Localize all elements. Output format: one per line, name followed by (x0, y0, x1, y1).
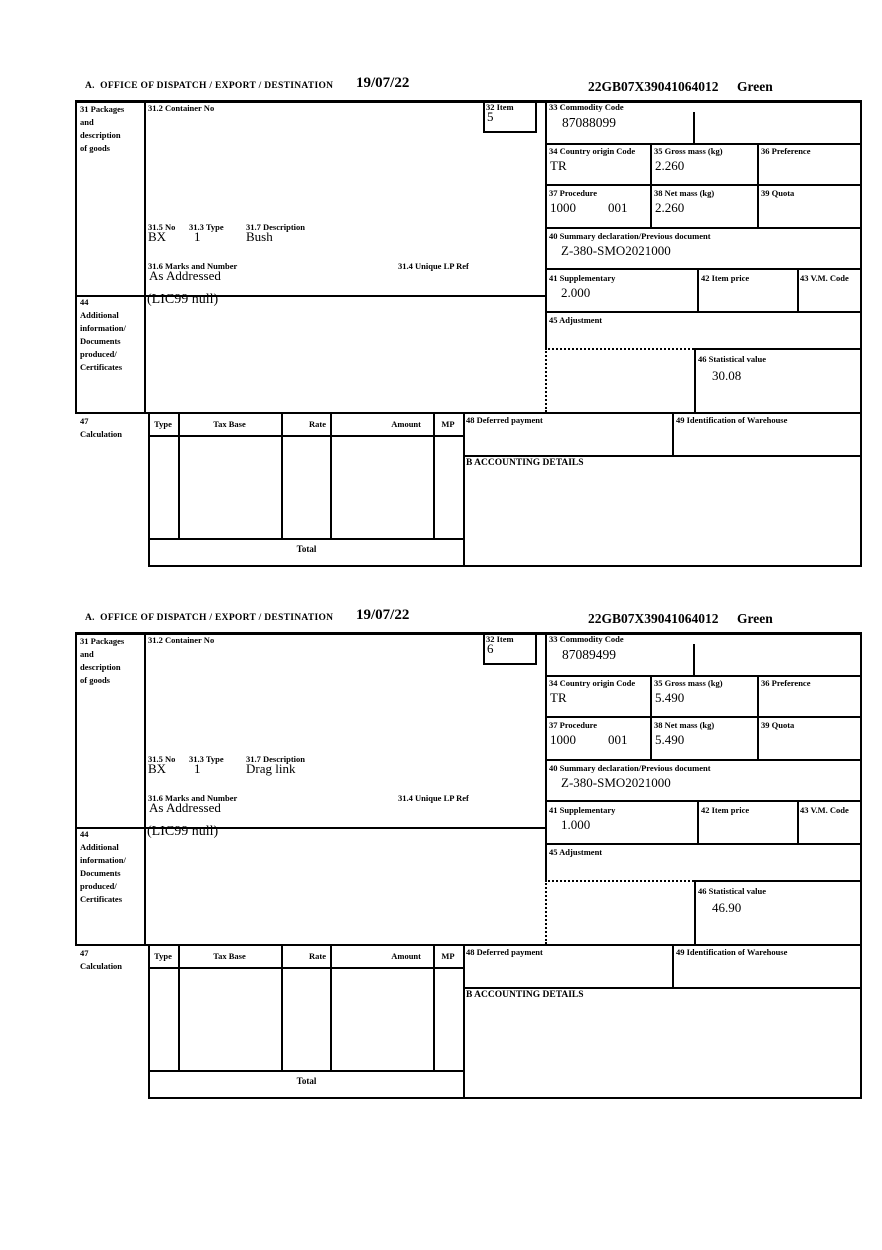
box44-label-line: Additional (80, 842, 119, 852)
item-box-left-border (483, 632, 485, 663)
item-box-right-border (535, 632, 537, 665)
office-of-dispatch-label: A. OFFICE OF DISPATCH / EXPORT / DESTINATION (85, 613, 334, 623)
marks-number-value: As Addressed (149, 268, 221, 283)
description-label: 31.7 Description (246, 222, 306, 232)
statistical-value-label: 46 Statistical value (698, 354, 766, 364)
total-label: Total (296, 544, 317, 554)
summary-declaration-value: Z-380-SMO2021000 (561, 775, 671, 790)
gross-mass-value: 2.260 (655, 158, 685, 173)
right-block-divider (545, 632, 547, 880)
box44-label-line: produced/ (80, 349, 117, 359)
preference-label: 36 Preference (761, 146, 811, 156)
quota-label: 39 Quota (761, 188, 795, 198)
deferred-payment-label: 48 Deferred payment (466, 415, 543, 425)
adjustment-dotted-border (545, 348, 694, 350)
marks-number-value: As Addressed (149, 800, 221, 815)
tax-table-body-bottom-border (148, 1070, 465, 1072)
vm-code-label: 43 V.M. Code (800, 273, 849, 283)
tax-mp-header: MP (441, 419, 455, 429)
country-origin-label: 34 Country origin Code (549, 678, 636, 688)
package-type-label: 31.3 Type (189, 754, 224, 764)
deferred-warehouse-divider (672, 944, 674, 987)
package-type-value: 1 (194, 761, 201, 776)
form-bottom-border (148, 565, 862, 567)
declaration-reference: 22GB07X39041064012 (588, 79, 719, 94)
commodity-code-value: 87088099 (562, 115, 616, 130)
country-origin-label: 34 Country origin Code (549, 146, 636, 156)
box47-label-line: Calculation (80, 961, 123, 971)
gross-mass-label: 35 Gross mass (kg) (654, 146, 723, 156)
box31-label-line: and (80, 649, 94, 659)
supplementary-row-bottom-border (545, 843, 862, 845)
price-vm-divider (797, 268, 799, 311)
commodity-code-label: 33 Commodity Code (549, 634, 624, 644)
total-label: Total (296, 1076, 317, 1086)
routing-status: Green (737, 611, 773, 626)
tax-table-right-border (463, 412, 465, 565)
deferred-payment-label: 48 Deferred payment (466, 947, 543, 957)
box31-label-line: 31 Packages (80, 636, 125, 646)
vm-code-label: 43 V.M. Code (800, 805, 849, 815)
box31-label-line: of goods (80, 143, 110, 153)
box44-label-line: information/ (80, 323, 126, 333)
label-column-divider (144, 632, 146, 944)
procedure-extra-value: 001 (608, 200, 628, 215)
marks-number-label: 31.6 Marks and Number (148, 261, 238, 271)
origin-row-bottom-border (545, 716, 862, 718)
box44-label-line: Additional (80, 310, 119, 320)
origin-row-bottom-border (545, 184, 862, 186)
procedure-extra-value: 001 (608, 732, 628, 747)
form-right-border (860, 632, 862, 1097)
supplementary-price-divider (697, 800, 699, 843)
tax-amount-header: Amount (391, 951, 421, 961)
dispatch-date: 19/07/22 (356, 75, 410, 91)
item-price-label: 42 Item price (701, 805, 750, 815)
quota-label: 39 Quota (761, 720, 795, 730)
tax-base-header: Tax Base (213, 951, 246, 961)
supplementary-value: 2.000 (561, 285, 591, 300)
package-no-value: BX (148, 229, 167, 244)
summary-declaration-label: 40 Summary declaration/Previous document (549, 763, 711, 773)
box44-label-line: Certificates (80, 362, 123, 372)
unique-lp-ref-label: 31.4 Unique LP Ref (398, 261, 469, 271)
tax-table-body-bottom-border (148, 538, 465, 540)
marks-number-label: 31.6 Marks and Number (148, 793, 238, 803)
tax-type-header: Type (154, 951, 172, 961)
item-label: 32 Item (486, 634, 514, 644)
box47-label-line: 47 (80, 416, 89, 426)
description-value: Bush (246, 229, 273, 244)
adjustment-dotted-left-border (545, 880, 547, 944)
procedure-code-value: 1000 (550, 200, 576, 215)
declaration-item-section (0, 607, 882, 1139)
additional-info-value: (LIC99 null) (147, 824, 219, 839)
box31-label-line: description (80, 130, 121, 140)
summary-declaration-value: Z-380-SMO2021000 (561, 243, 671, 258)
country-origin-value: TR (550, 690, 567, 705)
package-no-value: BX (148, 761, 167, 776)
procedure-row-bottom-border (545, 759, 862, 761)
supplementary-label: 41 Supplementary (549, 805, 616, 815)
net-mass-label: 38 Net mass (kg) (654, 188, 715, 198)
commodity-code-label: 33 Commodity Code (549, 102, 624, 112)
procedure-label: 37 Procedure (549, 720, 598, 730)
procedure-code-value: 1000 (550, 732, 576, 747)
accounting-details-label: B ACCOUNTING DETAILS (466, 990, 584, 1000)
tax-mp-header: MP (441, 951, 455, 961)
form-left-border (75, 100, 77, 412)
tax-base-header: Tax Base (213, 419, 246, 429)
form-right-border (860, 100, 862, 565)
item-box-right-border (535, 100, 537, 133)
form-left-border (75, 632, 77, 944)
item-number-value: 6 (487, 641, 494, 656)
container-no-label: 31.2 Container No (148, 635, 215, 645)
item-box-bottom-border (483, 663, 537, 665)
box44-label-line: Documents (80, 336, 121, 346)
preference-label: 36 Preference (761, 678, 811, 688)
box31-label-line: 31 Packages (80, 104, 125, 114)
net-mass-value: 2.260 (655, 200, 685, 215)
box44-label-line: Certificates (80, 894, 123, 904)
box31-label-line: description (80, 662, 121, 672)
summary-declaration-label: 40 Summary declaration/Previous document (549, 231, 711, 241)
summary-box-bottom-border (545, 800, 862, 802)
adjustment-dotted-left-border (545, 348, 547, 412)
unique-lp-ref-label: 31.4 Unique LP Ref (398, 793, 469, 803)
origin-mass-divider (650, 143, 652, 227)
package-no-label: 31.5 No (148, 222, 176, 232)
summary-box-bottom-border (545, 268, 862, 270)
commodity-code-subdivider (693, 112, 695, 143)
deferred-row-bottom-border (463, 987, 862, 989)
right-block-divider (545, 100, 547, 348)
commodity-box-bottom-border (545, 143, 862, 145)
deferred-warehouse-divider (672, 412, 674, 455)
warehouse-id-label: 49 Identification of Warehouse (676, 415, 788, 425)
description-value: Drag link (246, 761, 296, 776)
box47-label-line: Calculation (80, 429, 123, 439)
container-no-label: 31.2 Container No (148, 103, 215, 113)
supplementary-value: 1.000 (561, 817, 591, 832)
box44-label-line: information/ (80, 855, 126, 865)
additional-info-value: (LIC99 null) (147, 292, 219, 307)
statistical-box-left-border (694, 348, 696, 412)
box44-label-line: 44 (80, 829, 89, 839)
tax-table-left-border (148, 944, 150, 1097)
statistical-value: 30.08 (712, 368, 742, 383)
supplementary-price-divider (697, 268, 699, 311)
declaration-item-section (0, 75, 882, 607)
routing-status: Green (737, 79, 773, 94)
origin-mass-divider (650, 675, 652, 759)
adjustment-dotted-border (545, 880, 694, 882)
commodity-code-subdivider (693, 644, 695, 675)
declaration-reference: 22GB07X39041064012 (588, 611, 719, 626)
box44-label-line: produced/ (80, 881, 117, 891)
mass-preference-divider (757, 675, 759, 759)
tax-table-left-border (148, 412, 150, 565)
tax-rate-header: Rate (309, 951, 326, 961)
commodity-code-value: 87089499 (562, 647, 616, 662)
description-label: 31.7 Description (246, 754, 306, 764)
statistical-box-top-border (694, 880, 862, 882)
box44-label-line: 44 (80, 297, 89, 307)
statistical-value: 46.90 (712, 900, 742, 915)
label-column-divider (144, 100, 146, 412)
box47-label-line: 47 (80, 948, 89, 958)
box44-label-line: Documents (80, 868, 121, 878)
calculation-row-top-border (75, 412, 862, 414)
net-mass-label: 38 Net mass (kg) (654, 720, 715, 730)
calculation-row-top-border (75, 944, 862, 946)
statistical-box-top-border (694, 348, 862, 350)
item-box-bottom-border (483, 131, 537, 133)
tax-table-right-border (463, 944, 465, 1097)
deferred-row-bottom-border (463, 455, 862, 457)
tax-table-header-bottom-border (148, 967, 465, 969)
item-number-value: 5 (487, 109, 494, 124)
tax-table-header-bottom-border (148, 435, 465, 437)
mass-preference-divider (757, 143, 759, 227)
commodity-box-bottom-border (545, 675, 862, 677)
tax-rate-header: Rate (309, 419, 326, 429)
item-label: 32 Item (486, 102, 514, 112)
statistical-value-label: 46 Statistical value (698, 886, 766, 896)
warehouse-id-label: 49 Identification of Warehouse (676, 947, 788, 957)
office-of-dispatch-label: A. OFFICE OF DISPATCH / EXPORT / DESTINATION (85, 81, 334, 91)
supplementary-label: 41 Supplementary (549, 273, 616, 283)
adjustment-label: 45 Adjustment (549, 847, 603, 857)
statistical-box-left-border (694, 880, 696, 944)
package-no-label: 31.5 No (148, 754, 176, 764)
country-origin-value: TR (550, 158, 567, 173)
gross-mass-value: 5.490 (655, 690, 685, 705)
accounting-details-label: B ACCOUNTING DETAILS (466, 458, 584, 468)
tax-amount-header: Amount (391, 419, 421, 429)
adjustment-label: 45 Adjustment (549, 315, 603, 325)
gross-mass-label: 35 Gross mass (kg) (654, 678, 723, 688)
procedure-row-bottom-border (545, 227, 862, 229)
package-type-value: 1 (194, 229, 201, 244)
supplementary-row-bottom-border (545, 311, 862, 313)
box31-label-line: and (80, 117, 94, 127)
box31-label-line: of goods (80, 675, 110, 685)
tax-type-header: Type (154, 419, 172, 429)
price-vm-divider (797, 800, 799, 843)
item-price-label: 42 Item price (701, 273, 750, 283)
procedure-label: 37 Procedure (549, 188, 598, 198)
net-mass-value: 5.490 (655, 732, 685, 747)
item-box-left-border (483, 100, 485, 131)
dispatch-date: 19/07/22 (356, 607, 410, 623)
package-type-label: 31.3 Type (189, 222, 224, 232)
form-bottom-border (148, 1097, 862, 1099)
